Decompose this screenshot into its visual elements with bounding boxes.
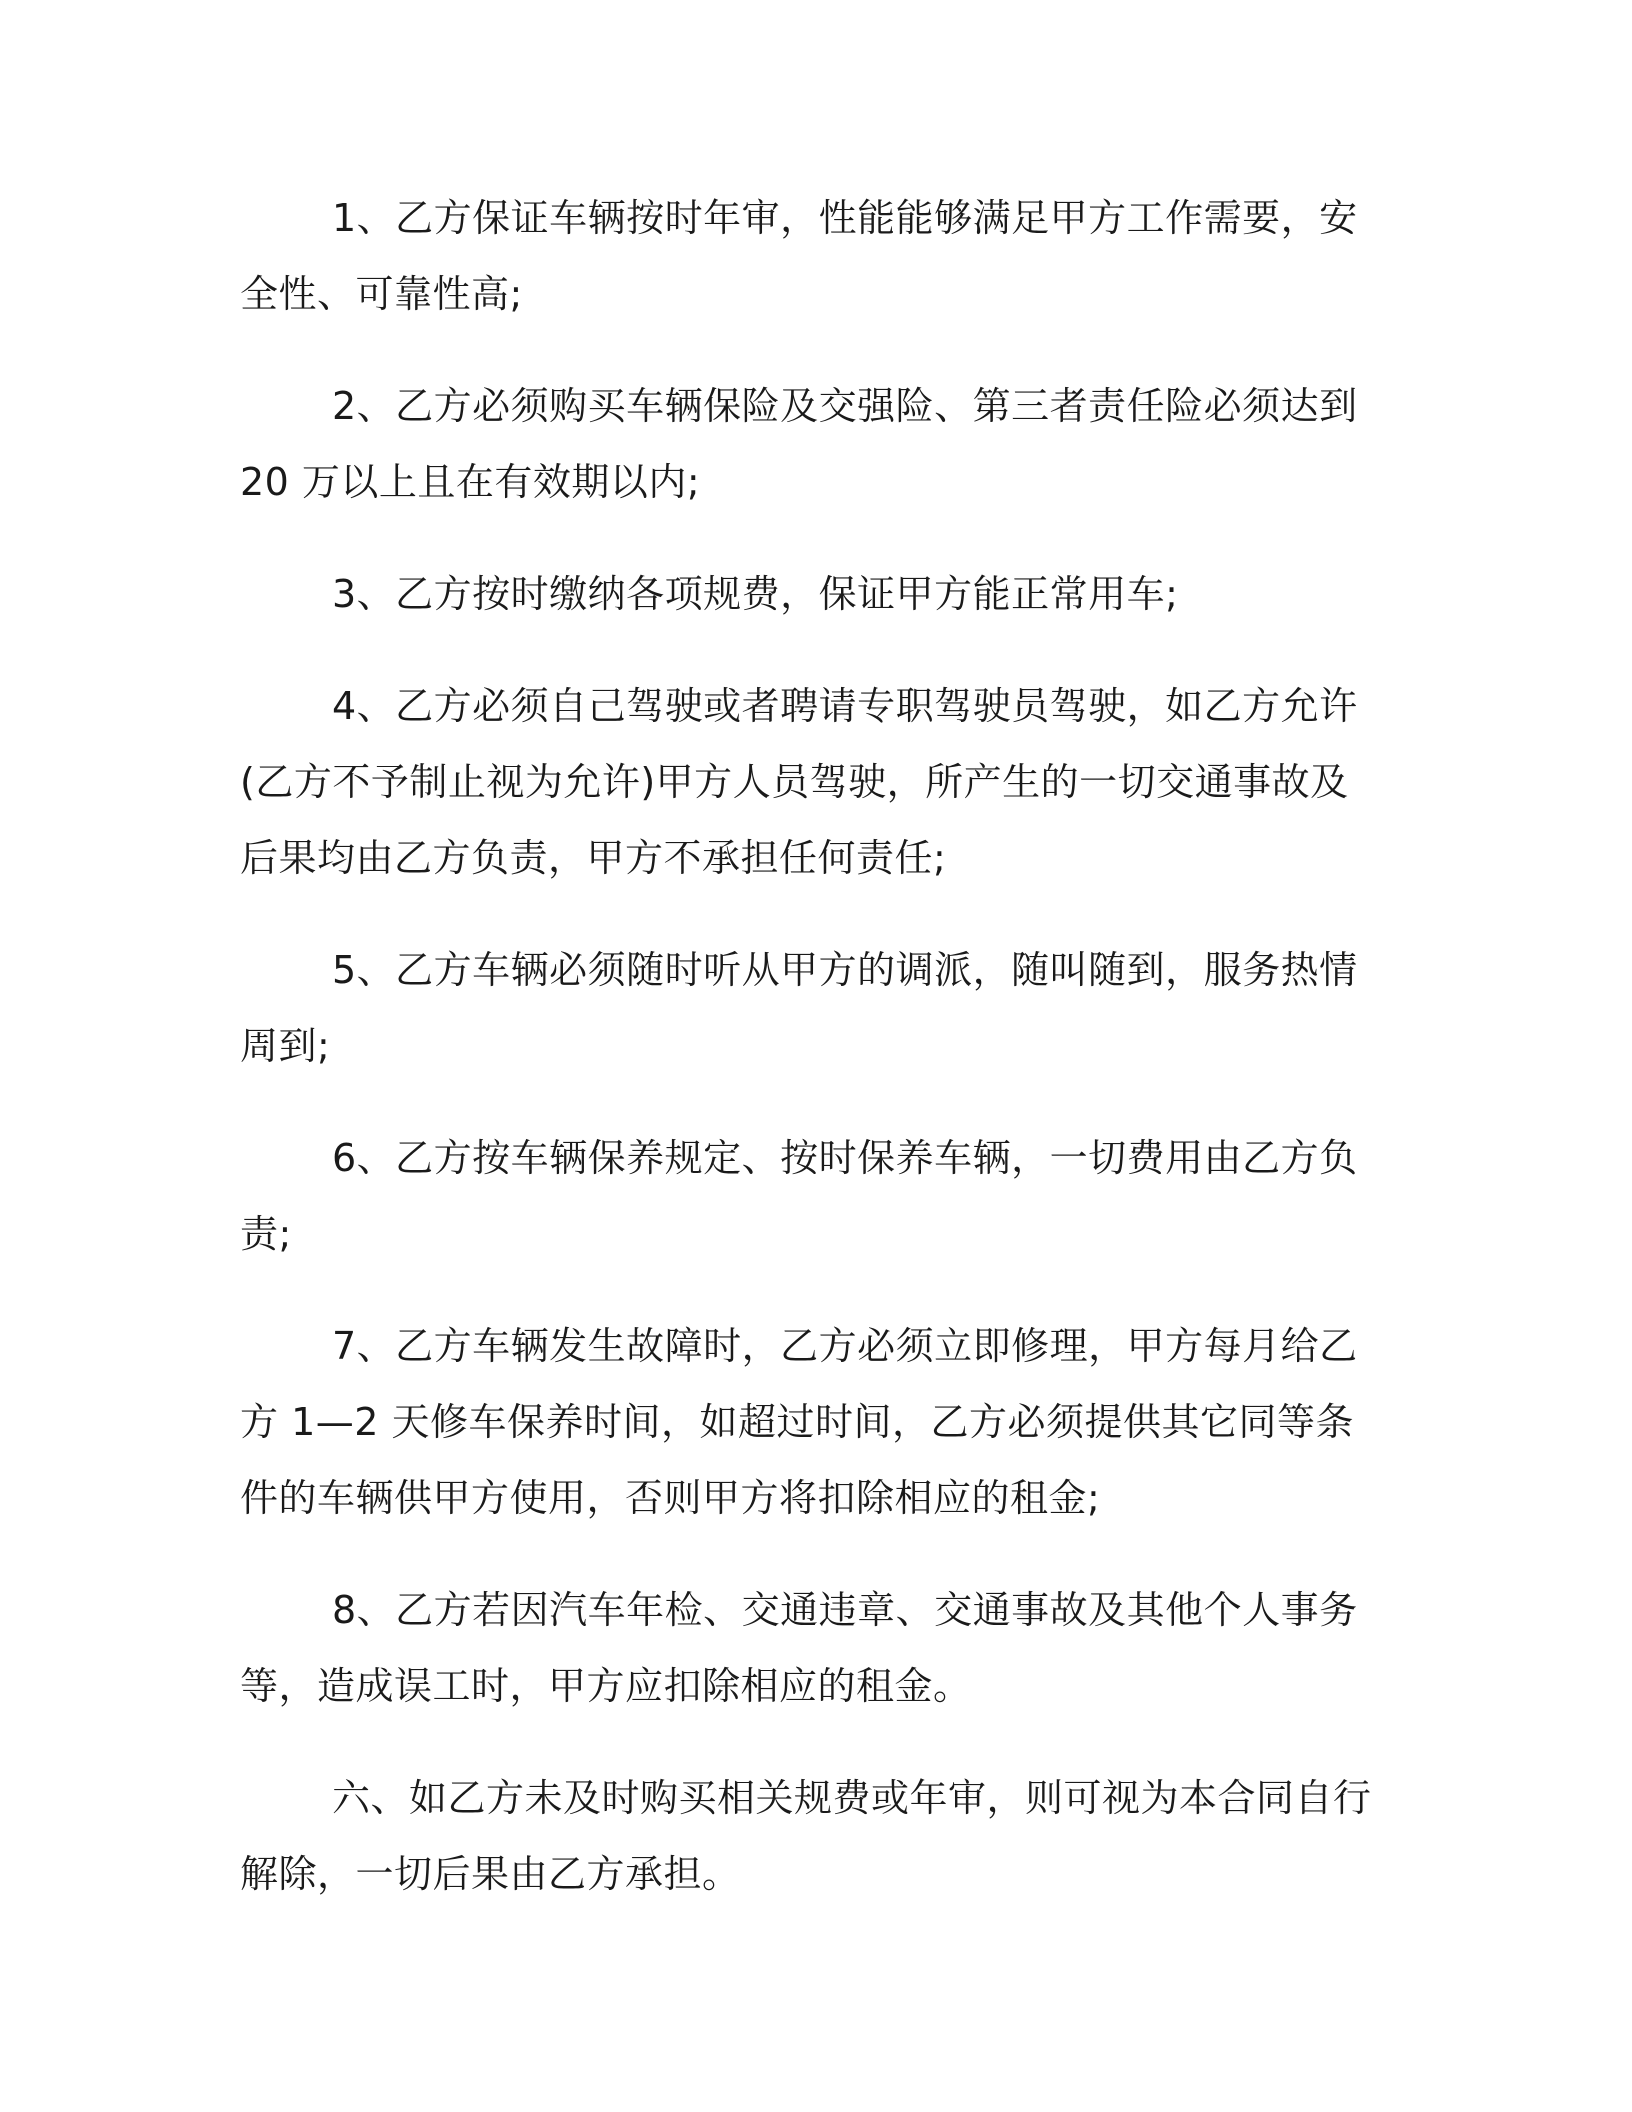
clause-8: 8、乙方若因汽车年检、交通违章、交通事故及其他个人事务等，造成误工时，甲方应扣除相应的租金。 [240,1588,1358,1708]
clause-1: 1、乙方保证车辆按时年审，性能能够满足甲方工作需要，安全性、可靠性高; [240,196,1358,316]
clause-4: 4、乙方必须自己驾驶或者聘请专职驾驶员驾驶，如乙方允许(乙方不予制止视为允许)甲方人员驾驶，所产生的一切交通事故及后果均由乙方负责，甲方不承担任何责任; [240,684,1358,880]
clause-3: 3、乙方按时缴纳各项规费，保证甲方能正常用车; [332,572,1179,616]
clause-6: 6、乙方按车辆保养规定、按时保养车辆，一切费用由乙方负责; [240,1136,1358,1256]
document-body [240,180,1380,1948]
clause-2: 2、乙方必须购买车辆保险及交强险、第三者责任险必须达到 20 万以上且在有效期以内; [240,384,1358,504]
clause-7: 7、乙方车辆发生故障时，乙方必须立即修理，甲方每月给乙方 1—2 天修车保养时间，如超过时间，乙方必须提供其它同等条件的车辆供甲方使用，否则甲方将扣除相应的租金; [240,1324,1358,1520]
clause-5: 5、乙方车辆必须随时听从甲方的调派，随叫随到，服务热情周到; [240,948,1358,1068]
section-six: 六、如乙方未及时购买相关规费或年审，则可视为本合同自行解除，一切后果由乙方承担。 [240,1776,1372,1896]
